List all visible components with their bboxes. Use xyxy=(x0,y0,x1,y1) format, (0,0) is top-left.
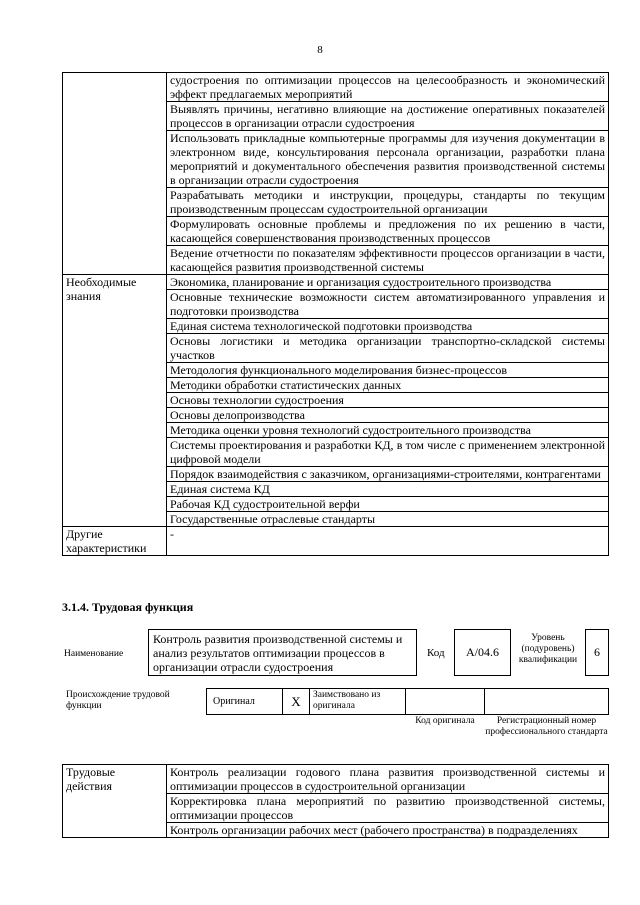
skill-item: Разрабатывать методики и инструкции, процедуры, стандарты по текущим производственным процессам судостроительной организации xyxy=(167,188,609,217)
knowledge-item: Государственные отраслевые стандарты xyxy=(167,512,609,527)
original-mark: X xyxy=(282,688,310,715)
original-cell: Оригинал xyxy=(206,688,283,715)
skill-item: Использовать прикладные компьютерные программы для изучения документации в электронном виде, консультирования персонала организации, разработки плана мероприятий и документального обеспечения развития производственной системы в организации отрасли судостроения xyxy=(167,131,609,188)
table-row xyxy=(63,527,609,556)
table-row xyxy=(63,765,609,794)
other-characteristics-value: - xyxy=(167,527,609,556)
skill-item: Формулировать основные проблемы и предложения по их решению в части, касающейся совершенствования производственных процессов xyxy=(167,217,609,246)
labor-action-item: Корректировка плана мероприятий по развитию производственной системы, оптимизации процессов xyxy=(167,794,609,823)
skill-item: Выявлять причины, негативно влияющие на достижение оперативных показателей процессов в организации отрасли судостроения xyxy=(167,102,609,131)
knowledge-item: Основы делопроизводства xyxy=(167,408,609,423)
knowledge-item: Методология функционального моделирования бизнес-процессов xyxy=(167,363,609,378)
function-name-box: Контроль развития производственной системы и анализ результатов оптимизации процессов в организации отрасли судостроения xyxy=(148,629,417,676)
knowledge-item: Методика оценки уровня технологий судостроительного производства xyxy=(167,423,609,438)
original-code-cell xyxy=(405,688,485,715)
knowledge-item: Методики обработки статистических данных xyxy=(167,378,609,393)
knowledge-item: Системы проектирования и разработки КД, в том числе с применением электронной цифровой модели xyxy=(167,438,609,467)
skill-item: судостроения по оптимизации процессов на целесообразность и экономический эффект предлагаемых мероприятий xyxy=(167,73,609,102)
table-row xyxy=(63,275,609,290)
knowledge-label: Необходимые знания xyxy=(63,275,167,527)
knowledge-item: Единая система технологической подготовки производства xyxy=(167,319,609,334)
labor-actions-table xyxy=(62,764,609,838)
skills-knowledge-table xyxy=(62,72,609,556)
qualification-level-label: Уровень (подуровень) квалификации xyxy=(518,633,578,665)
page-number: 8 xyxy=(317,44,323,56)
name-label: Наименование xyxy=(64,649,124,659)
knowledge-item: Основы технологии судостроения xyxy=(167,393,609,408)
knowledge-item: Основы логистики и методика организации транспортно-складской системы участков xyxy=(167,334,609,363)
knowledge-item: Экономика, планирование и организация судостроительного производства xyxy=(167,275,609,290)
other-characteristics-label: Другие характеристики xyxy=(63,527,167,556)
knowledge-item: Рабочая КД судостроительной верфи xyxy=(167,497,609,512)
registration-number-caption: Регистрационный номер профессионального стандарта xyxy=(485,716,608,737)
labor-action-item: Контроль организации рабочих мест (рабочего пространства) в подразделениях xyxy=(167,823,609,838)
skills-label-cell-continued xyxy=(63,73,167,275)
origin-label: Происхождение трудовой функции xyxy=(66,690,170,711)
labor-actions-label: Трудовые действия xyxy=(63,765,167,838)
function-code-box: A/04.6 xyxy=(454,629,511,676)
labor-action-item: Контроль реализации годового плана развития производственной системы и оптимизации процессов в судостроительной организации xyxy=(167,765,609,794)
knowledge-item: Порядок взаимодействия с заказчиком, организациями-строителями, контрагентами xyxy=(167,467,609,482)
qualification-level-box: 6 xyxy=(585,629,609,676)
knowledge-item: Основные технические возможности систем автоматизированного управления и подготовки производства xyxy=(167,290,609,319)
skill-item: Ведение отчетности по показателям эффективности процессов организации в части, касающейся развития производственной системы xyxy=(167,246,609,275)
table-row xyxy=(63,73,609,102)
knowledge-item: Единая система КД xyxy=(167,482,609,497)
original-code-caption: Код оригинала xyxy=(415,716,475,726)
registration-number-cell xyxy=(484,688,609,715)
section-title: 3.1.4. Трудовая функция xyxy=(62,600,194,614)
borrowed-cell: Заимствовано из оригинала xyxy=(309,688,406,715)
code-label: Код xyxy=(427,647,445,659)
